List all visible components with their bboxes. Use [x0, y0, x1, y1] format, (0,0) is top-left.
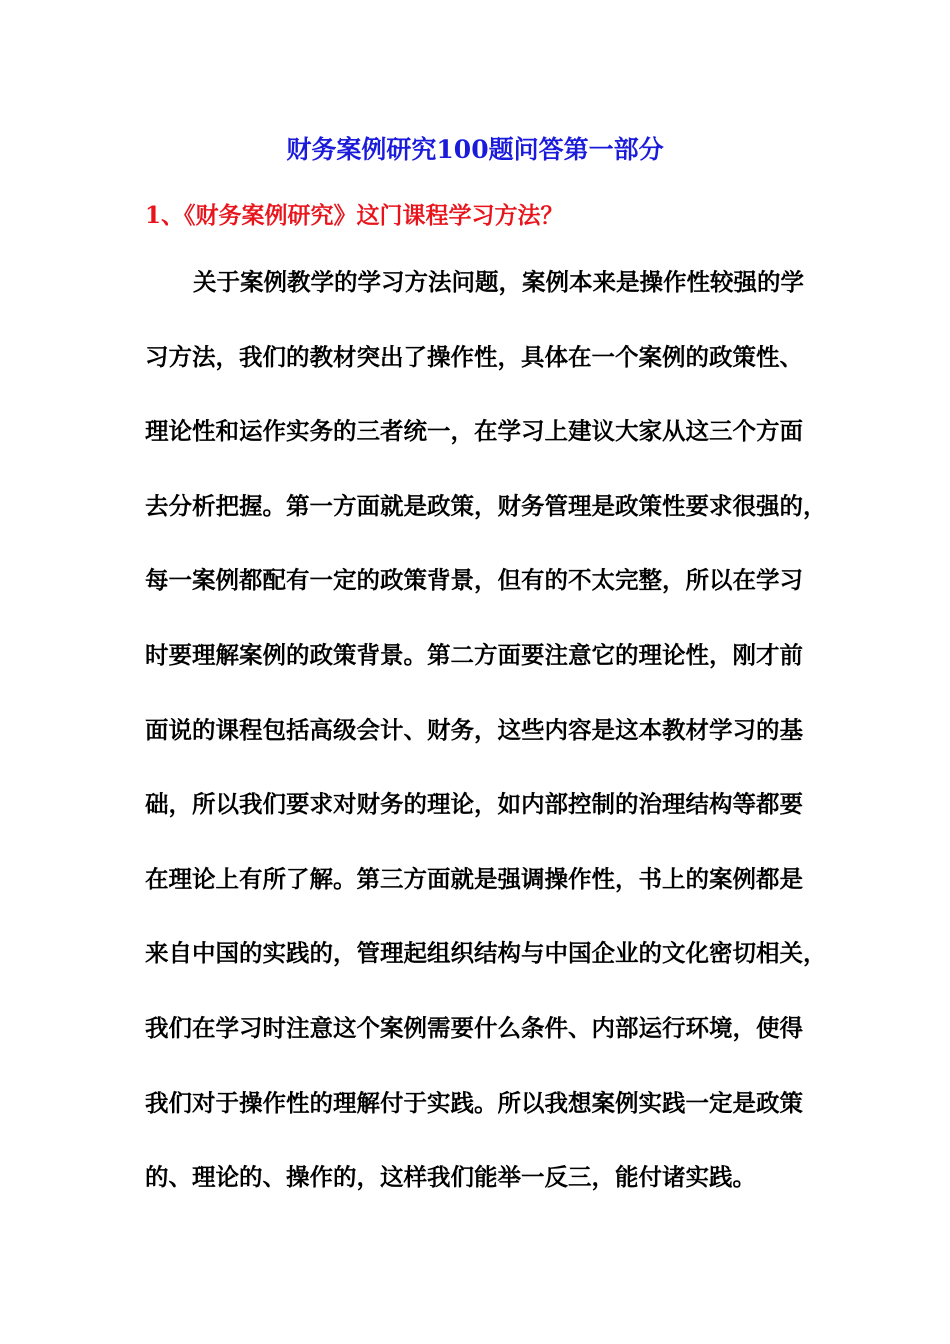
answer-line: 面说的课程包括高级会计、财务，这些内容是这本教材学习的基: [145, 715, 803, 744]
answer-line: 在理论上有所了解。第三方面就是强调操作性，书上的案例都是: [145, 864, 803, 893]
answer-line: 每一案例都配有一定的政策背景，但有的不太完整，所以在学习: [145, 566, 803, 595]
answer-line: 习方法，我们的教材突出了操作性，具体在一个案例的政策性、: [145, 342, 803, 371]
answer-line: 时要理解案例的政策背景。第二方面要注意它的理论性，刚才前: [145, 640, 803, 669]
answer-body: [145, 262, 895, 1232]
answer-line: 去分析把握。第一方面就是政策，财务管理是政策性要求很强的，: [145, 491, 827, 520]
answer-line: 来自中国的实践的，管理起组织结构与中国企业的文化密切相关，: [145, 939, 827, 968]
answer-line: 的、理论的、操作的，这样我们能举一反三，能付诸实践。: [145, 1163, 756, 1192]
answer-line: 我们对于操作性的理解付于实践。所以我想案例实践一定是政策: [145, 1088, 803, 1117]
question-heading: 1、《财务案例研究》这门课程学习方法？: [145, 202, 564, 229]
answer-line: 我们在学习时注意这个案例需要什么条件、内部运行环境，使得: [145, 1013, 803, 1042]
answer-line: 关于案例教学的学习方法问题，案例本来是操作性较强的学: [193, 268, 804, 296]
answer-line: 理论性和运作实务的三者统一，在学习上建议大家从这三个方面: [145, 417, 803, 446]
answer-line: 础，所以我们要求对财务的理论，如内部控制的治理结构等都要: [145, 790, 803, 819]
document-title: 财务案例研究100题问答第一部分: [286, 135, 664, 164]
